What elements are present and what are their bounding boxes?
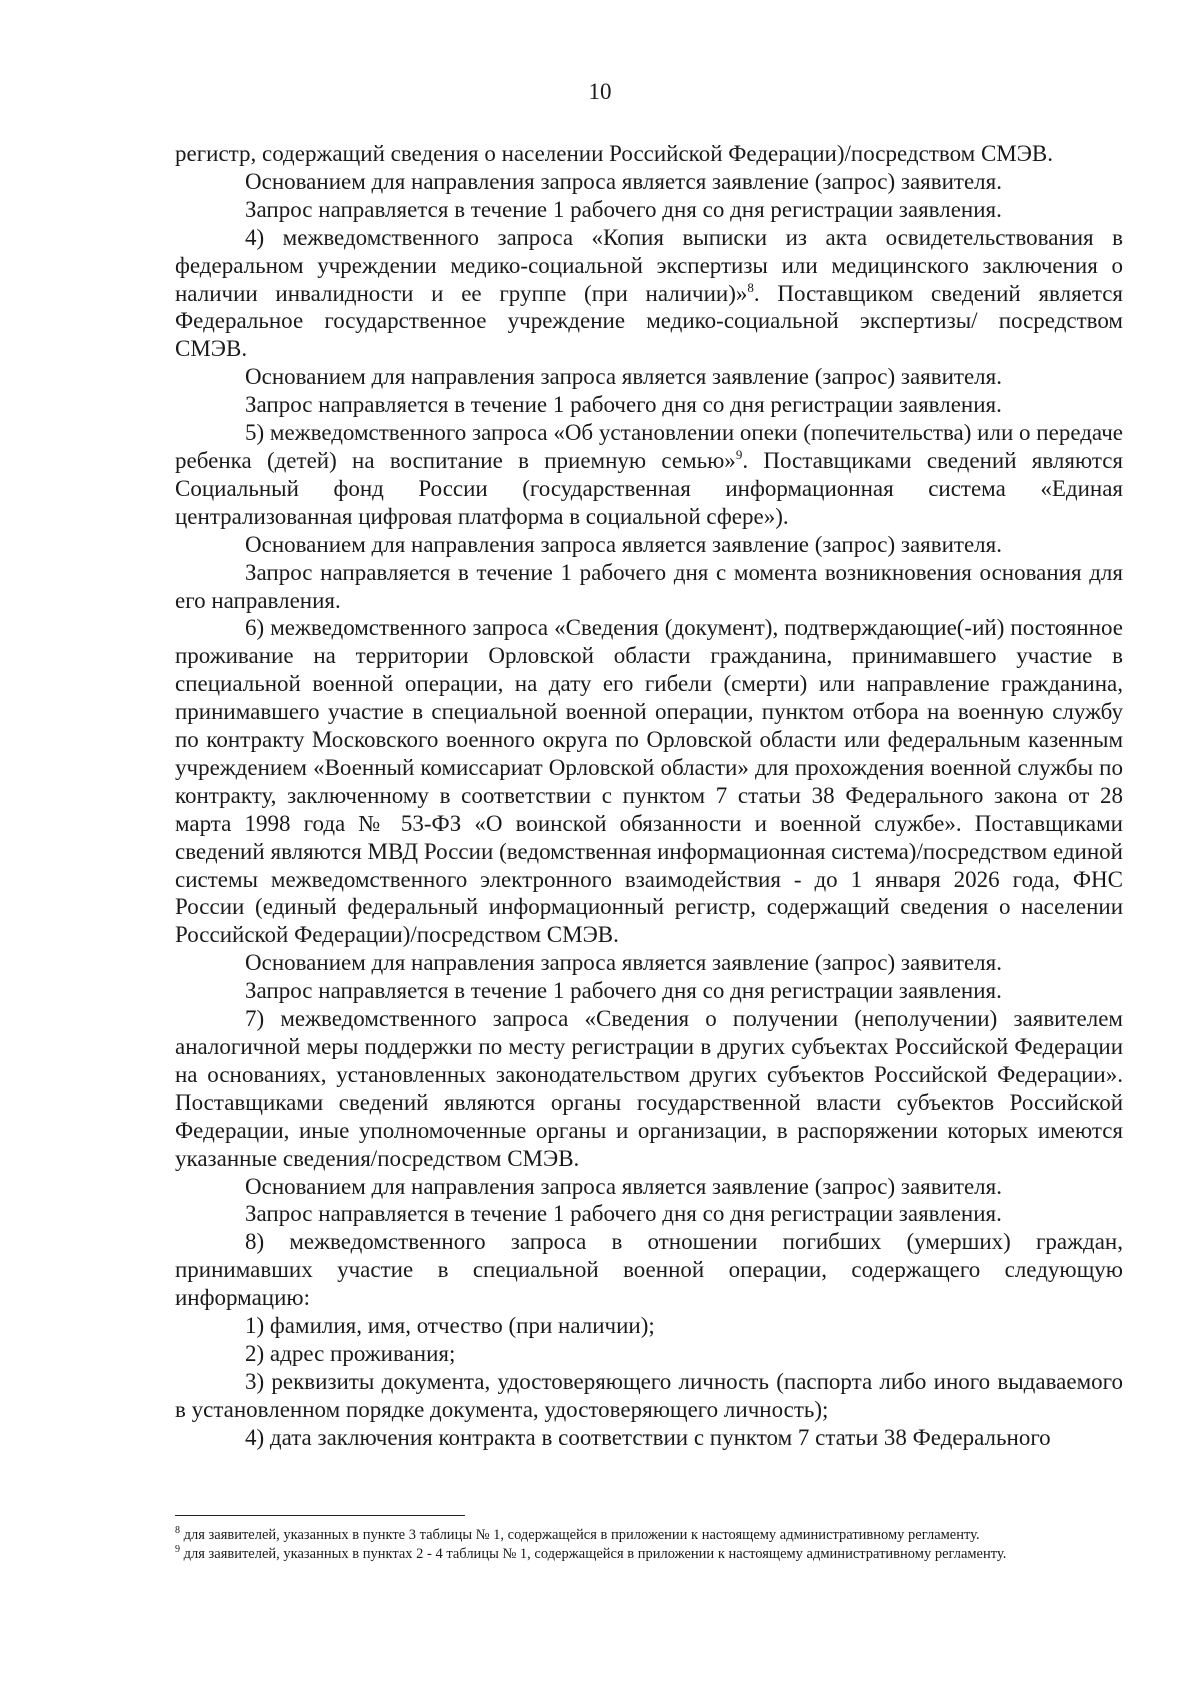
footnotes [175, 1526, 1123, 1564]
list-item: 1) фамилия, имя, отчество (при наличии); [245, 1313, 655, 1339]
footnote-ref-8: 8 [747, 279, 754, 295]
paragraph: регистр, содержащий сведения о населении Российской Федерации)/посредством СМЭВ. [175, 141, 1054, 166]
list-item: 2) адрес проживания; [245, 1340, 456, 1366]
footnote-9: $^9$ для заявителей, указанных в пунктах 2 - 4 таблицы № 1, содержащейся в приложении к настоящему административному регламенту. [175, 1544, 1007, 1562]
paragraph: Основанием для направления запроса является заявление (запрос) заявителя. [245, 1173, 1002, 1199]
paragraph: Запрос направляется в течение 1 рабочего дня со дня регистрации заявления. [245, 978, 1002, 1004]
paragraph: 5) межведомственного запроса «Об установлении опеки (попечительства) или о передаче ребенка (детей) на воспитание в приемную семью»$^9$. Поставщиками сведений являются Социальный фонд России (государственная информационная система «Единая централизованная цифровая платформа в социальной сфере»). [175, 420, 1123, 529]
footnote-ref-9: 9 [735, 446, 743, 462]
paragraph: Запрос направляется в течение 1 рабочего дня со дня регистрации заявления. [245, 196, 1002, 222]
list-item: 4) дата заключения контракта в соответствии с пунктом 7 статьи 38 Федерального [245, 1424, 1051, 1450]
paragraph: Запрос направляется в течение 1 рабочего дня со дня регистрации заявления. [245, 1201, 1002, 1227]
paragraph: 8) межведомственного запроса в отношении погибших (умерших) граждан, принимавших участие в специальной военной операции, содержащего следующую информацию: [175, 1229, 1123, 1311]
document-body [175, 140, 1123, 1452]
footnote-mark: 8 [175, 1525, 180, 1536]
paragraph: Основанием для направления запроса является заявление (запрос) заявителя. [245, 531, 1002, 557]
page-number: 10 [588, 79, 612, 104]
paragraph: 6) межведомственного запроса «Сведения (документ), подтверждающие(-ий) постоянное проживание на территории Орловской области гражданина, принимавшего участие в специальной военной операции, на дату его гибели (смерти) или направление гражданина, принимавшего участие в специальной военной операции, пунктом отбора на военную службу по контракту Московского военного округа по Орловской области или федеральным казенным учреждением «Военный комиссариат Орловской области» для прохождения военной службы по контракту, заключенному в соответствии с пунктом 7 статьи 38 Федерального закона от 28 марта 1998 года № 53-ФЗ «О воинской обязанности и военной службе». Поставщиками сведений являются МВД России (ведомственная информационная система)/посредством единой системы межведомственного электронного взаимодействия - до 1 января 2026 года, ФНС России (единый федеральный информационный регистр, содержащий сведения о населении Российской Федерации)/посредством СМЭВ. [175, 615, 1123, 948]
list-item: 3) реквизиты документа, удостоверяющего личность (паспорта либо иного выдаваемого в установленном порядке документа, удостоверяющего личность); [175, 1368, 1123, 1422]
footnote-separator [175, 1515, 465, 1516]
paragraph: Основанием для направления запроса является заявление (запрос) заявителя. [245, 364, 1002, 390]
paragraph: 4) межведомственного запроса «Копия выписки из акта освидетельствования в федеральном учреждении медико-социальной экспертизы или медицинского заключения о наличии инвалидности и ее группе (при наличии)»$^8$. Поставщиком сведений является Федеральное государственное учреждение медико-социальной экспертизы/ посредством СМЭВ. [175, 224, 1123, 362]
footnote-8: $^8$ для заявителей, указанных в пункте 3 таблицы № 1, содержащейся в приложении к настоящему административному регламенту. [175, 1525, 980, 1543]
paragraph: Основанием для направления запроса является заявление (запрос) заявителя. [245, 168, 1002, 194]
paragraph: Запрос направляется в течение 1 рабочего дня с момента возникновения основания для его направления. [175, 559, 1123, 613]
paragraph: Основанием для направления запроса является заявление (запрос) заявителя. [245, 950, 1002, 976]
paragraph: 7) межведомственного запроса «Сведения о получении (неполучении) заявителем аналогичной меры поддержки по месту регистрации в других субъектах Российской Федерации на основаниях, установленных законодательством других субъектов Российской Федерации». Поставщиками сведений являются органы государственной власти субъектов Российской Федерации, иные уполномоченные органы и организации, в распоряжении которых имеются указанные сведения/посредством СМЭВ. [175, 1006, 1123, 1171]
paragraph: Запрос направляется в течение 1 рабочего дня со дня регистрации заявления. [245, 392, 1002, 418]
footnote-mark: 9 [175, 1544, 180, 1555]
